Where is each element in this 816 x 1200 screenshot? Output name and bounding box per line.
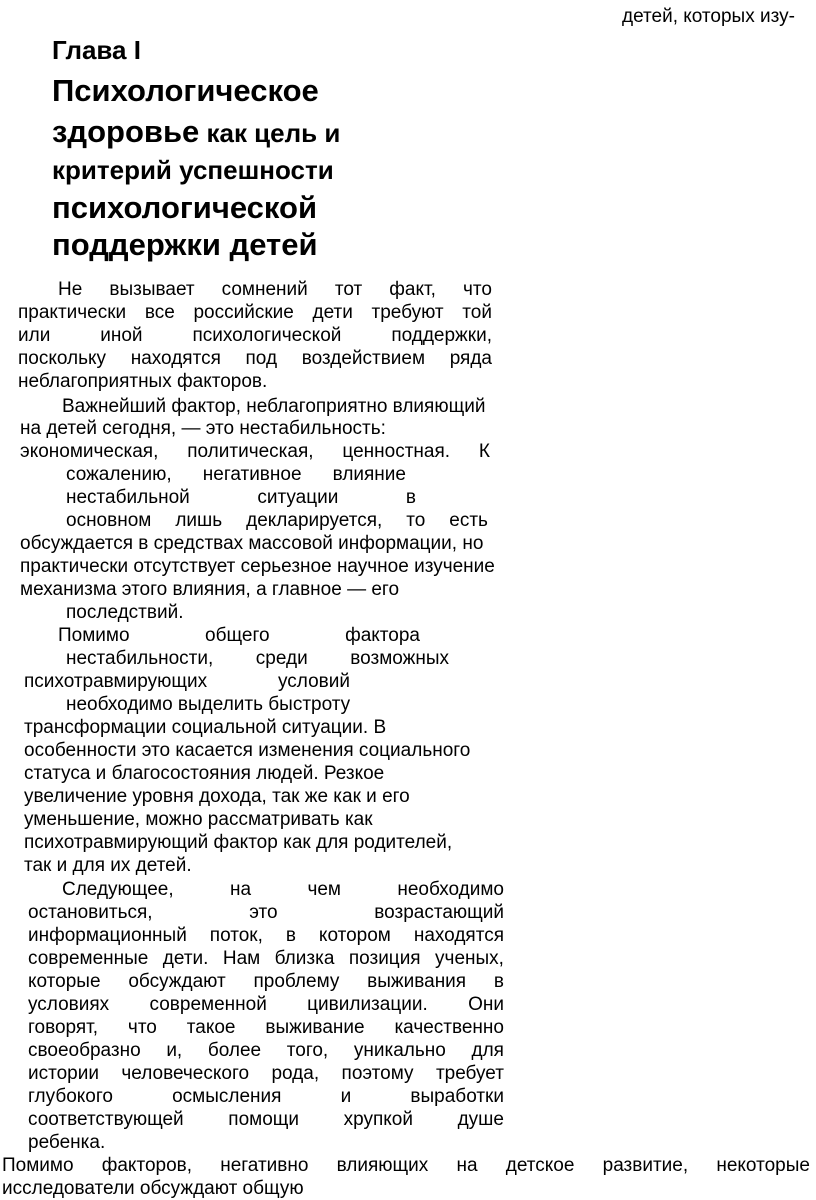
text-line: практически отсутствует серьезное научное изучение (20, 556, 495, 577)
chapter-title-word: здоровье (52, 114, 200, 149)
text-line: которые обсуждают проблему выживания в (28, 971, 504, 992)
text-line: говорят, что такое выживание качественно (28, 1017, 504, 1038)
text-line: или иной психологической поддержки, (18, 325, 492, 346)
text-line: Помимо общего фактора (58, 625, 420, 646)
chapter-title-word: как цель и (199, 118, 341, 148)
text-line: увеличение уровня дохода, так же как и его (24, 786, 410, 807)
text-line: механизма этого влияния, а главное — его (20, 579, 400, 600)
text-line: глубокого осмысления и выработки (28, 1086, 504, 1107)
text-line: исследователи обсуждают общую (2, 1178, 304, 1199)
text-line: уменьшение, можно рассматривать как (24, 809, 373, 830)
text-line: сожалению, негативное влияние (66, 464, 406, 485)
text-line: истории человеческого рода, поэтому требует (28, 1063, 504, 1084)
text-line: трансформации социальной ситуации. В (24, 717, 387, 738)
chapter-title-line: поддержки детей (52, 227, 318, 262)
text-line: остановиться, это возрастающий (28, 902, 504, 923)
chapter-title-line: критерий успешности (52, 155, 334, 185)
text-line: соответствующей помощи хрупкой душе (28, 1109, 504, 1130)
text-line: психотравмирующий фактор как для родителей, (24, 832, 453, 853)
text-line: своеобразно и, более того, уникально для (28, 1040, 504, 1061)
text-line: на детей сегодня, — это нестабильность: (20, 418, 386, 439)
text-line: последствий. (66, 602, 184, 623)
chapter-label: Глава I (52, 35, 141, 65)
text-line: информационный поток, в котором находятся (28, 925, 504, 946)
text-line: условиях современной цивилизации. Они (28, 994, 504, 1015)
text-line: необходимо выделить быстроту (66, 694, 351, 715)
text-line: Важнейший фактор, неблагоприятно влияющий (62, 396, 486, 417)
text-line: ребенка. (28, 1132, 106, 1153)
text-line: поскольку находятся под воздействием ряда (18, 348, 492, 369)
chapter-title-line: Психологическое (52, 73, 319, 108)
text-line: неблагоприятных факторов. (18, 371, 268, 392)
text-line: современные дети. Нам близка позиция ученых, (28, 948, 504, 969)
text-line: Помимо факторов, негативно влияющих на детское развитие, некоторые (2, 1155, 810, 1176)
page-header-fragment: детей, которых изу- (622, 6, 795, 27)
text-line: статуса и благосостояния людей. Резкое (24, 763, 385, 784)
text-line: обсуждается в средствах массовой информации, но (20, 533, 484, 554)
text-line: особенности это касается изменения социального (24, 740, 471, 761)
text-line: психотравмирующих условий (24, 671, 350, 692)
text-line: экономическая, политическая, ценностная. К (20, 441, 490, 462)
text-line: Следующее, на чем необходимо (62, 879, 504, 900)
text-line: нестабильной ситуации в (66, 487, 416, 508)
text-line: нестабильности, среди возможных (66, 648, 449, 669)
chapter-title-line: психологической (52, 190, 318, 225)
text-line: практически все российские дети требуют той (18, 302, 492, 323)
text-line: так и для их детей. (24, 855, 192, 876)
chapter-title-line (52, 113, 340, 152)
text-line: Не вызывает сомнений тот факт, что (58, 279, 492, 300)
text-line: основном лишь декларируется, то есть (66, 510, 488, 531)
